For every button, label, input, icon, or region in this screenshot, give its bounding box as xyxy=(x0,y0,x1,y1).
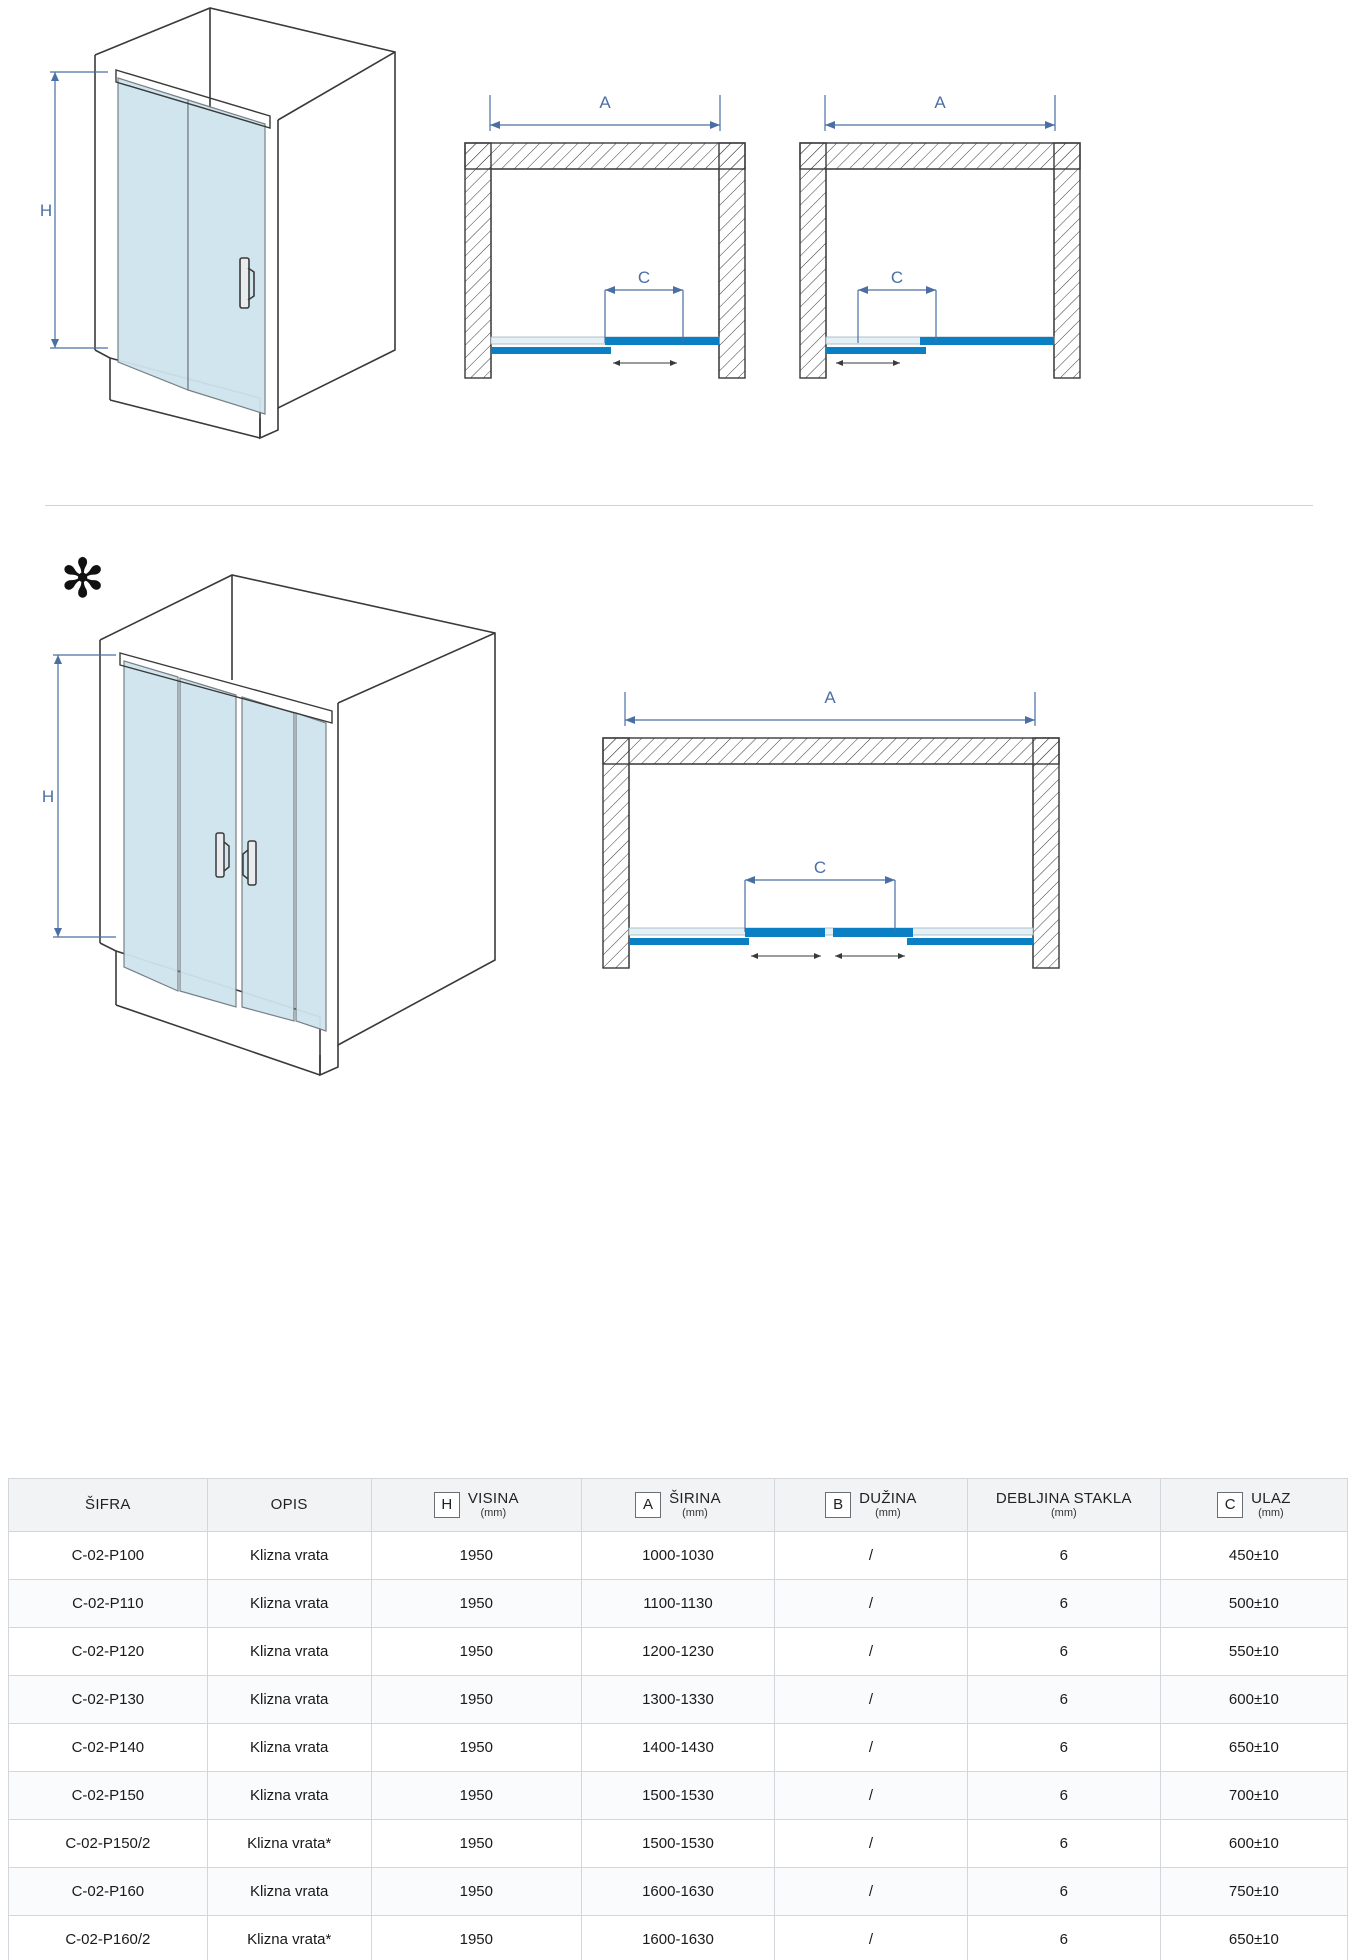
cell-visina: 1950 xyxy=(371,1868,581,1916)
label-a-bottom: A xyxy=(824,688,836,707)
cell-debljina: 6 xyxy=(967,1628,1160,1676)
table-row xyxy=(9,1532,1348,1580)
cell-opis: Klizna vrata xyxy=(207,1724,371,1772)
cell-debljina: 6 xyxy=(967,1772,1160,1820)
cell-sifra: C-02-P120 xyxy=(9,1628,208,1676)
cell-sifra: C-02-P160/2 xyxy=(9,1916,208,1960)
glass-panel-group xyxy=(118,78,265,414)
cell-sifra: C-02-P100 xyxy=(9,1532,208,1580)
cell-visina: 1950 xyxy=(371,1628,581,1676)
cell-ulaz: 500±10 xyxy=(1160,1580,1347,1628)
table-row xyxy=(9,1820,1348,1868)
header-ulaz-label: ULAZ xyxy=(1251,1490,1291,1508)
cell-sirina: 1200-1230 xyxy=(582,1628,775,1676)
table-row xyxy=(9,1628,1348,1676)
cell-sirina: 1000-1030 xyxy=(582,1532,775,1580)
cell-ulaz: 450±10 xyxy=(1160,1532,1347,1580)
bottom-perspective-drawing xyxy=(20,555,540,1095)
cell-debljina: 6 xyxy=(967,1868,1160,1916)
header-visina-label: VISINA xyxy=(467,1490,519,1508)
cell-ulaz: 750±10 xyxy=(1160,1868,1347,1916)
cell-sifra: C-02-P130 xyxy=(9,1676,208,1724)
badge-a-icon: A xyxy=(635,1492,661,1518)
header-visina xyxy=(371,1479,581,1532)
cell-opis: Klizna vrata xyxy=(207,1772,371,1820)
dimension-c-bottom xyxy=(745,876,895,932)
badge-c-icon: C xyxy=(1217,1492,1243,1518)
cell-ulaz: 600±10 xyxy=(1160,1676,1347,1724)
cell-debljina: 6 xyxy=(967,1820,1160,1868)
cell-sirina: 1500-1530 xyxy=(582,1772,775,1820)
header-visina-unit: (mm) xyxy=(480,1507,507,1520)
cell-duzina: / xyxy=(774,1676,967,1724)
label-c-right: C xyxy=(890,268,904,287)
cell-ulaz: 600±10 xyxy=(1160,1820,1347,1868)
cell-opis: Klizna vrata* xyxy=(207,1820,371,1868)
dimension-c-right xyxy=(858,286,936,343)
cell-sifra: C-02-P150/2 xyxy=(9,1820,208,1868)
specifications-table xyxy=(8,1478,1348,1960)
header-ulaz-unit: (mm) xyxy=(1258,1507,1284,1520)
table-row xyxy=(9,1868,1348,1916)
label-c-left: C xyxy=(637,268,651,287)
bottom-plan-view xyxy=(595,670,1065,1000)
cell-debljina: 6 xyxy=(967,1580,1160,1628)
cell-visina: 1950 xyxy=(371,1772,581,1820)
header-duzina-label: DUŽINA xyxy=(859,1490,917,1508)
header-sifra xyxy=(9,1479,208,1532)
badge-b-icon: B xyxy=(825,1492,851,1518)
header-opis-label: OPIS xyxy=(270,1496,308,1514)
cell-debljina: 6 xyxy=(967,1532,1160,1580)
cell-duzina: / xyxy=(774,1628,967,1676)
cell-visina: 1950 xyxy=(371,1676,581,1724)
cell-duzina: / xyxy=(774,1532,967,1580)
label-h-top: H xyxy=(39,201,53,220)
header-debljina-label: DEBLJINA STAKLA xyxy=(995,1490,1132,1508)
cell-sirina: 1500-1530 xyxy=(582,1820,775,1868)
slide-direction-arrows xyxy=(751,953,905,959)
slide-direction-arrows xyxy=(836,360,900,366)
top-perspective-drawing xyxy=(20,0,440,470)
label-a-left: A xyxy=(599,93,611,112)
header-debljina-stakla xyxy=(967,1479,1160,1532)
label-c-bottom: C xyxy=(813,858,827,877)
cell-sirina: 1100-1130 xyxy=(582,1580,775,1628)
cell-opis: Klizna vrata xyxy=(207,1868,371,1916)
top-plan-view-left xyxy=(455,75,755,395)
glass-panel-group xyxy=(124,661,326,1031)
cell-sirina: 1300-1330 xyxy=(582,1676,775,1724)
cell-opis: Klizna vrata xyxy=(207,1580,371,1628)
cell-opis: Klizna vrata xyxy=(207,1628,371,1676)
asterisk-marker: ✻ xyxy=(60,547,106,610)
door-track-group xyxy=(826,337,1054,354)
table-row xyxy=(9,1676,1348,1724)
cell-visina: 1950 xyxy=(371,1532,581,1580)
cell-ulaz: 650±10 xyxy=(1160,1916,1347,1960)
table-row xyxy=(9,1580,1348,1628)
dimension-h-bottom xyxy=(53,655,116,937)
dimension-c-left xyxy=(605,286,683,343)
cell-duzina: / xyxy=(774,1868,967,1916)
cell-opis: Klizna vrata xyxy=(207,1532,371,1580)
cell-opis: Klizna vrata* xyxy=(207,1916,371,1960)
door-track-group xyxy=(629,928,1033,945)
cell-sirina: 1600-1630 xyxy=(582,1916,775,1960)
cell-visina: 1950 xyxy=(371,1820,581,1868)
header-sirina-label: ŠIRINA xyxy=(669,1490,721,1508)
section-divider xyxy=(45,505,1313,506)
cell-visina: 1950 xyxy=(371,1916,581,1960)
cell-sirina: 1600-1630 xyxy=(582,1868,775,1916)
badge-h-icon: H xyxy=(434,1492,460,1518)
cell-duzina: / xyxy=(774,1916,967,1960)
dimension-h xyxy=(50,72,108,348)
cell-sifra: C-02-P150 xyxy=(9,1772,208,1820)
top-plan-view-right xyxy=(790,75,1090,395)
cell-opis: Klizna vrata xyxy=(207,1676,371,1724)
table-header xyxy=(9,1479,1348,1532)
cell-sirina: 1400-1430 xyxy=(582,1724,775,1772)
cell-sifra: C-02-P160 xyxy=(9,1868,208,1916)
cell-duzina: / xyxy=(774,1820,967,1868)
header-sifra-label: ŠIFRA xyxy=(85,1496,131,1514)
table-body xyxy=(9,1532,1348,1960)
cell-visina: 1950 xyxy=(371,1724,581,1772)
table-row xyxy=(9,1772,1348,1820)
cell-visina: 1950 xyxy=(371,1580,581,1628)
cell-ulaz: 700±10 xyxy=(1160,1772,1347,1820)
header-ulaz xyxy=(1160,1479,1347,1532)
table-header-row xyxy=(9,1479,1348,1532)
header-debljina-unit: (mm) xyxy=(1051,1507,1077,1520)
header-duzina xyxy=(774,1479,967,1532)
table-row xyxy=(9,1724,1348,1772)
cell-debljina: 6 xyxy=(967,1724,1160,1772)
label-h-bottom: H xyxy=(41,787,55,806)
label-a-right: A xyxy=(934,93,946,112)
cell-debljina: 6 xyxy=(967,1916,1160,1960)
cell-sifra: C-02-P140 xyxy=(9,1724,208,1772)
cell-duzina: / xyxy=(774,1580,967,1628)
slide-direction-arrows xyxy=(613,360,677,366)
table-row xyxy=(9,1916,1348,1960)
cell-duzina: / xyxy=(774,1724,967,1772)
header-duzina-unit: (mm) xyxy=(875,1507,901,1520)
cell-ulaz: 650±10 xyxy=(1160,1724,1347,1772)
cell-debljina: 6 xyxy=(967,1676,1160,1724)
header-sirina xyxy=(582,1479,775,1532)
header-opis xyxy=(207,1479,371,1532)
header-sirina-unit: (mm) xyxy=(682,1507,708,1520)
cell-sifra: C-02-P110 xyxy=(9,1580,208,1628)
cell-ulaz: 550±10 xyxy=(1160,1628,1347,1676)
cell-duzina: / xyxy=(774,1772,967,1820)
